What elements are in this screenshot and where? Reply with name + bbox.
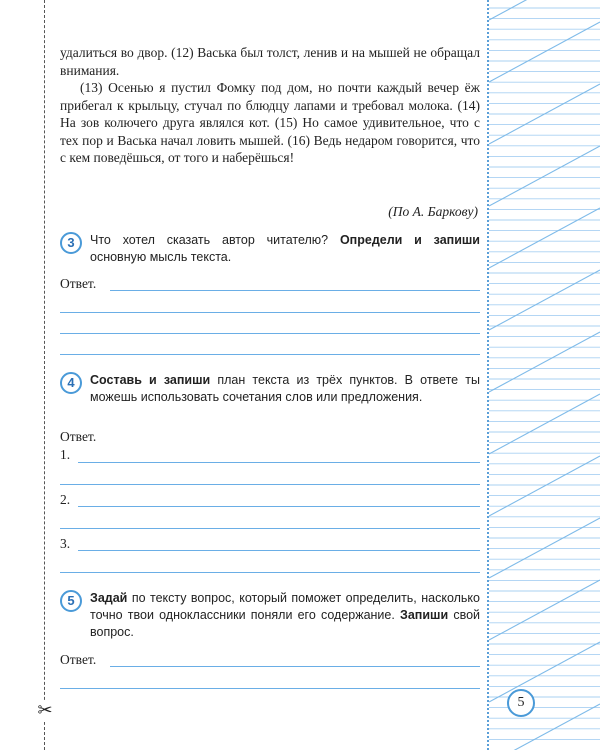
plan-item-1-line[interactable] bbox=[78, 462, 480, 463]
task-3-answer-label: Ответ. bbox=[60, 276, 97, 291]
margin-separator bbox=[487, 0, 489, 750]
margin-slant-line bbox=[489, 270, 600, 330]
plan-item-1-label: 1. bbox=[60, 447, 71, 462]
margin-slant-line bbox=[489, 394, 600, 454]
reading-passage bbox=[60, 44, 480, 167]
margin-slant-line bbox=[489, 580, 600, 640]
task-3-answer-line-3[interactable] bbox=[60, 333, 480, 334]
task-5-answer-line-2[interactable] bbox=[60, 688, 480, 689]
task-5-text: по тексту вопрос, который поможет определить, насколько точно твои одноклассники поняли его содержание. bbox=[90, 591, 480, 622]
task-4-bold: Составь и запиши bbox=[90, 373, 211, 387]
plan-item-2-label: 2. bbox=[60, 492, 71, 507]
task-5-text-end: свой вопрос. bbox=[90, 608, 480, 639]
passage-attribution: (По А. Баркову) bbox=[388, 204, 478, 219]
task-5-answer-label: Ответ. bbox=[60, 652, 97, 667]
task-3-bold: Определи и запиши bbox=[339, 233, 480, 247]
task-5-prompt bbox=[90, 590, 480, 641]
task-4-prompt bbox=[90, 372, 480, 406]
task-3-answer-line-2[interactable] bbox=[60, 312, 480, 313]
plan-item-3-line-2[interactable] bbox=[60, 572, 480, 573]
margin-slant-line bbox=[489, 642, 600, 702]
passage-line-1: удалиться во двор. (12) Васька был толст, ленив и на мышей не обращал внимания. bbox=[60, 45, 480, 78]
scissors-icon: ✂ bbox=[37, 700, 53, 721]
cut-line bbox=[44, 0, 45, 750]
task-4-text: план текста из трёх пунктов. В ответе ты можешь использовать сочетания слов или предложения. bbox=[90, 373, 480, 404]
task-3-prompt bbox=[90, 232, 480, 266]
task-5-bold: Задай bbox=[90, 591, 128, 605]
margin-slant-line bbox=[489, 456, 600, 516]
task-3 bbox=[60, 232, 480, 266]
task-3-text: Что хотел сказать автор читателю? bbox=[90, 233, 329, 247]
plan-item-3-label: 3. bbox=[60, 536, 71, 551]
task-number-5: 5 bbox=[60, 590, 82, 612]
plan-item-2-line[interactable] bbox=[78, 506, 480, 507]
task-3-answer-line-1[interactable] bbox=[110, 290, 480, 291]
plan-item-2-line-2[interactable] bbox=[60, 528, 480, 529]
task-5-bold-2: Запиши bbox=[400, 608, 449, 622]
margin-slant-line bbox=[489, 22, 600, 82]
task-5 bbox=[60, 590, 480, 641]
margin-slant-line bbox=[489, 208, 600, 268]
plan-item-1-line-2[interactable] bbox=[60, 484, 480, 485]
margin-slant-line bbox=[489, 704, 600, 750]
task-4 bbox=[60, 372, 480, 406]
task-4-answer-label: Ответ. bbox=[60, 429, 97, 444]
plan-item-3-line[interactable] bbox=[78, 550, 480, 551]
margin-ruling bbox=[489, 0, 600, 750]
page-number: 5 bbox=[507, 689, 535, 717]
task-number-4: 4 bbox=[60, 372, 82, 394]
task-5-answer-line-1[interactable] bbox=[110, 666, 480, 667]
passage-paragraph-2: (13) Осенью я пустил Фомку под дом, но почти каждый вечер ёж прибегал к крыльцу, стучал по блюдцу лапами и требовал молока. (14) На зов колючего друга являлся кот. (15) Но самое удивительное, что с тех пор и Васька начал ловить мышей. (16) Ведь недаром говорится, что с кем поведёшься, от того и наберёшься! bbox=[60, 80, 480, 165]
margin-slant-line bbox=[489, 332, 600, 392]
task-3-answer-line-4[interactable] bbox=[60, 354, 480, 355]
margin-slant-line bbox=[489, 0, 600, 20]
margin-slant-line bbox=[489, 146, 600, 206]
task-number-3: 3 bbox=[60, 232, 82, 254]
task-3-text-end: основную мысль текста. bbox=[90, 250, 232, 264]
